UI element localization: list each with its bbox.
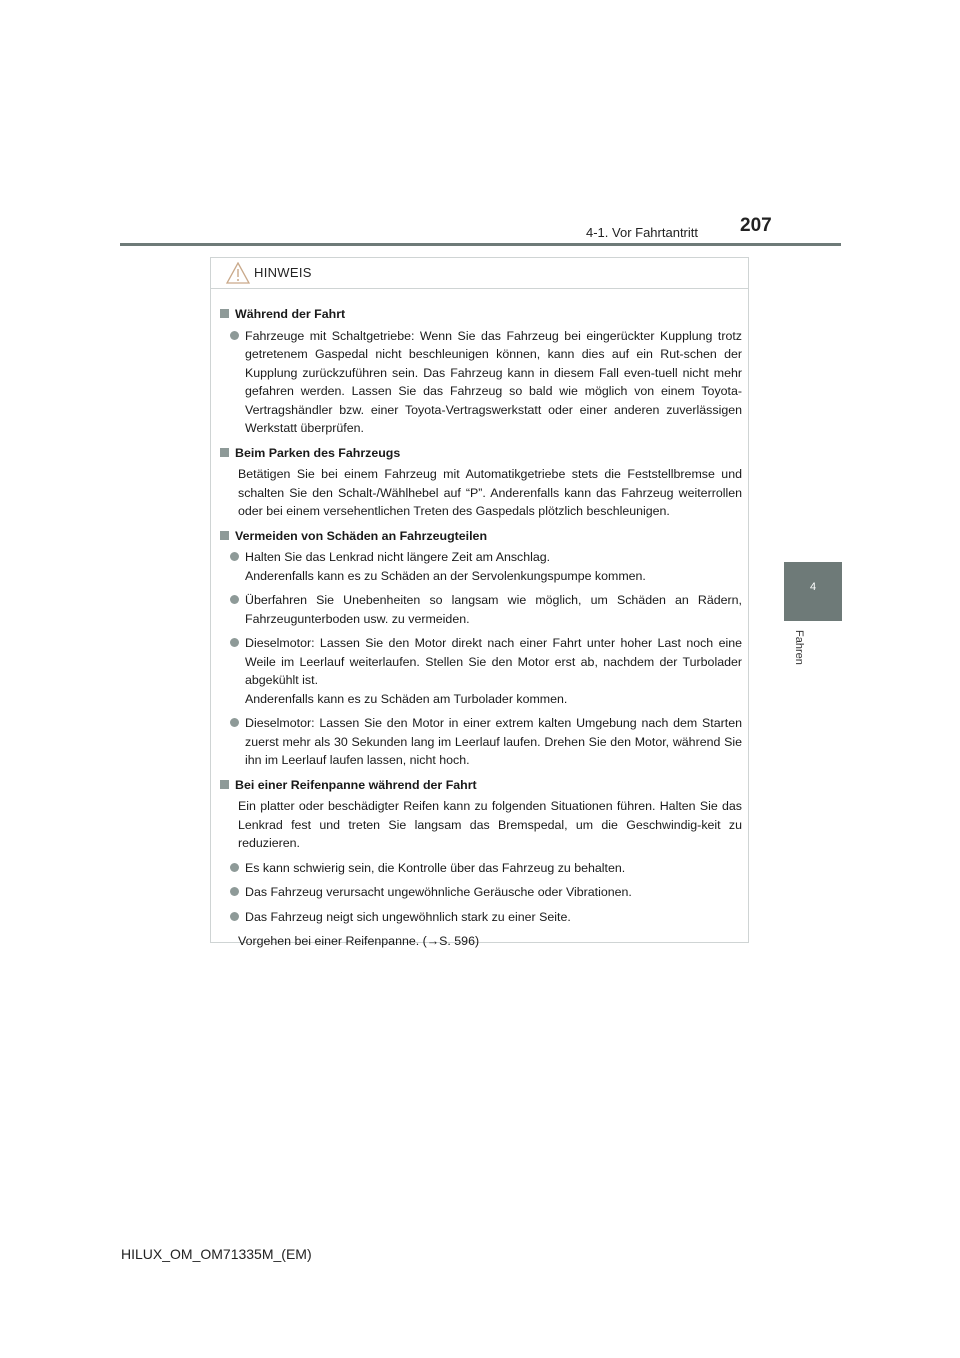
list-item: Halten Sie das Lenkrad nicht längere Zeit am Anschlag. Anderenfalls kann es zu Schäden an der Servolenkungspumpe kommen. [230,548,742,585]
header-rule [120,243,841,246]
section-text: Betätigen Sie bei einem Fahrzeug mit Automatikgetriebe stets die Feststellbremse und schalten Sie den Schalt-/Wählhebel auf “P”. Anderenfalls kann das Fahrzeug weiterrollen oder bei einem versehentlichen Treten des Gaspedals plötzlich beschleunigen. [238,467,742,518]
list-item: Dieselmotor: Lassen Sie den Motor in einer extrem kalten Umgebung nach dem Starten zuerst mehr als 30 Sekunden lang im Leerlauf laufen. Drehen Sie den Motor, während Sie ihn im Leerlauf laufen lassen, nicht hoch. [230,714,742,770]
page-number: 207 [740,215,772,236]
section-title: 4-1. Vor Fahrtantritt [586,225,698,240]
list-item: Das Fahrzeug verursacht ungewöhnliche Geräusche oder Vibrationen. [230,883,742,902]
square-bullet-icon [220,531,229,540]
list-item: Fahrzeuge mit Schaltgetriebe: Wenn Sie das Fahrzeug bei eingerückter Kupplung trotz getretenem Gaspedal nicht beschleunigen können, kann dies auf ein Rut-schen der Kupplung zurückzuführen sein. Das Fahrzeug kann in diesem Fall even-tuell nicht mehr gefahren werden. Lassen Sie das Fahrzeug so bald wie möglich von einem Toyota-Vertragshändler bzw. einer Toyota-Vertragswerkstatt oder einer anderen zuverlässigen Werkstatt überprüfen. [230,327,742,438]
circle-bullet-icon [230,638,239,647]
document-code: HILUX_OM_OM71335M_(EM) [121,1246,312,1262]
circle-bullet-icon [230,912,239,921]
chapter-tab [784,562,842,621]
circle-bullet-icon [230,718,239,727]
square-bullet-icon [220,780,229,789]
circle-bullet-icon [230,331,239,340]
section-heading: Während der Fahrt [219,305,742,324]
section-heading: Beim Parken des Fahrzeugs [219,444,742,463]
page-header [0,0,960,250]
circle-bullet-icon [230,595,239,604]
circle-bullet-icon [230,863,239,872]
warning-triangle-icon [226,262,250,284]
chapter-label: Fahren [793,630,805,665]
notice-body [211,289,748,951]
section-heading: Vermeiden von Schäden an Fahrzeugteilen [219,527,742,546]
list-item: Dieselmotor: Lassen Sie den Motor direkt nach einer Fahrt unter hoher Last noch eine Weile im Leerlauf weiterlaufen. Stellen Sie den Motor erst ab, nachdem der Turbolader abgekühlt ist. Anderenfalls kann es zu Schäden am Turbolader kommen. [230,634,742,708]
list-item: Das Fahrzeug neigt sich ungewöhnlich stark zu einer Seite. [230,908,742,927]
list-item: Überfahren Sie Unebenheiten so langsam wie möglich, um Schäden an Rädern, Fahrzeugunterboden usw. zu vermeiden. [230,591,742,628]
page-reference[interactable]: Vorgehen bei einer Reifenpanne. (→S. 596) [238,934,480,948]
square-bullet-icon [220,309,229,318]
chapter-number: 4 [809,581,817,593]
square-bullet-icon [220,448,229,457]
notice-title: HINWEIS [254,265,312,280]
list-item: Es kann schwierig sein, die Kontrolle über das Fahrzeug zu behalten. [230,859,742,878]
section-text: Ein platter oder beschädigter Reifen kann zu folgenden Situationen führen. Halten Sie das Lenkrad fest und treten Sie langsam das Bremspedal, um die Geschwindig-keit zu reduzieren. [238,799,742,850]
notice-header [211,258,748,289]
circle-bullet-icon [230,552,239,561]
circle-bullet-icon [230,887,239,896]
notice-box [210,257,749,948]
section-heading: Bei einer Reifenpanne während der Fahrt [219,776,742,795]
